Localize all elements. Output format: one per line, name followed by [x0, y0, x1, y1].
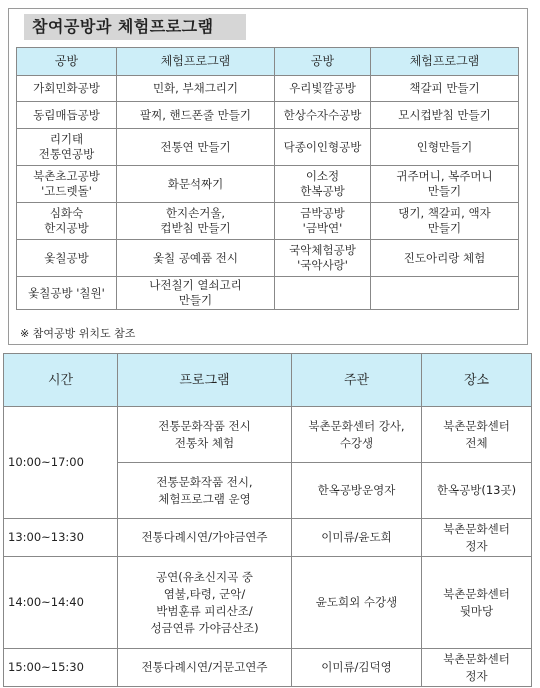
header-place: 장소 [422, 354, 532, 407]
program-cell: 팔찌, 핸드폰줄 만들기 [117, 102, 275, 129]
workshop-cell: 국악체험공방 '국악사랑' [275, 240, 371, 277]
table-row [17, 277, 519, 310]
program-cell: 전통다례시연/거문고연주 [118, 649, 292, 687]
program-cell: 나전칠기 열쇠고리 만들기 [117, 277, 275, 310]
location-note: ※ 참여공방 위치도 참조 [20, 327, 136, 340]
table-row [17, 166, 519, 203]
host-cell: 한옥공방운영자 [292, 463, 422, 519]
place-cell: 북촌문화센터 전체 [422, 407, 532, 463]
workshop-cell: 심화숙 한지공방 [17, 203, 117, 240]
table-row [4, 407, 532, 463]
workshop-table [16, 47, 519, 310]
time-cell: 10:00~17:00 [4, 407, 118, 519]
host-cell: 북촌문화센터 강사, 수강생 [292, 407, 422, 463]
workshop-title: 참여공방과 체험프로그램 [24, 14, 246, 40]
workshop-header-row [17, 48, 519, 76]
schedule-header-row [4, 354, 532, 407]
workshop-cell [275, 277, 371, 310]
table-row [4, 519, 532, 557]
header-workshop: 공방 [275, 48, 371, 76]
table-row [4, 649, 532, 687]
header-time: 시간 [4, 354, 118, 407]
workshop-cell: 가회민화공방 [17, 76, 117, 102]
workshop-cell: 옻칠공방 '칠원' [17, 277, 117, 310]
program-cell: 진도아리랑 체험 [371, 240, 519, 277]
workshop-cell: 리기태 전통연공방 [17, 129, 117, 166]
table-row [4, 557, 532, 649]
program-cell: 화문석짜기 [117, 166, 275, 203]
workshop-cell: 이소정 한복공방 [275, 166, 371, 203]
program-cell: 전통문화작품 전시, 체험프로그램 운영 [118, 463, 292, 519]
time-cell: 13:00~13:30 [4, 519, 118, 557]
workshop-cell: 북촌초고공방 '고드렛돌' [17, 166, 117, 203]
program-cell: 공연(유초신지곡 중 염불,타령, 군악/ 박범훈류 피리산조/ 성금연류 가야금산조) [118, 557, 292, 649]
workshop-cell: 닥종이인형공방 [275, 129, 371, 166]
program-cell: 전통다례시연/가야금연주 [118, 519, 292, 557]
workshop-cell: 우리빛깔공방 [275, 76, 371, 102]
program-cell: 한지손거울, 컵받침 만들기 [117, 203, 275, 240]
table-row [17, 129, 519, 166]
program-cell: 민화, 부채그리기 [117, 76, 275, 102]
header-host: 주관 [292, 354, 422, 407]
program-cell: 귀주머니, 복주머니 만들기 [371, 166, 519, 203]
table-row [17, 240, 519, 277]
workshop-cell: 한상수자수공방 [275, 102, 371, 129]
host-cell: 이미류/김덕영 [292, 649, 422, 687]
program-cell: 전통연 만들기 [117, 129, 275, 166]
program-cell: 모시컵받침 만들기 [371, 102, 519, 129]
place-cell: 북촌문화센터 정자 [422, 649, 532, 687]
host-cell: 윤도희외 수강생 [292, 557, 422, 649]
workshop-cell: 동림매듭공방 [17, 102, 117, 129]
header-program: 프로그램 [118, 354, 292, 407]
time-cell: 15:00~15:30 [4, 649, 118, 687]
header-workshop: 공방 [17, 48, 117, 76]
place-cell: 북촌문화센터 뒷마당 [422, 557, 532, 649]
header-program: 체험프로그램 [117, 48, 275, 76]
schedule-table [3, 353, 532, 687]
program-cell: 댕기, 책갈피, 액자 만들기 [371, 203, 519, 240]
time-cell: 14:00~14:40 [4, 557, 118, 649]
table-row [17, 76, 519, 102]
program-cell: 옻칠 공예품 전시 [117, 240, 275, 277]
program-cell: 책갈피 만들기 [371, 76, 519, 102]
place-cell: 한옥공방(13곳) [422, 463, 532, 519]
place-cell: 북촌문화센터 정자 [422, 519, 532, 557]
table-row [17, 203, 519, 240]
program-cell [371, 277, 519, 310]
workshop-cell: 옻칠공방 [17, 240, 117, 277]
header-program: 체험프로그램 [371, 48, 519, 76]
host-cell: 이미류/윤도희 [292, 519, 422, 557]
workshop-cell: 금박공방 '금박연' [275, 203, 371, 240]
program-cell: 전통문화작품 전시 전통차 체험 [118, 407, 292, 463]
program-cell: 인형만들기 [371, 129, 519, 166]
table-row [17, 102, 519, 129]
